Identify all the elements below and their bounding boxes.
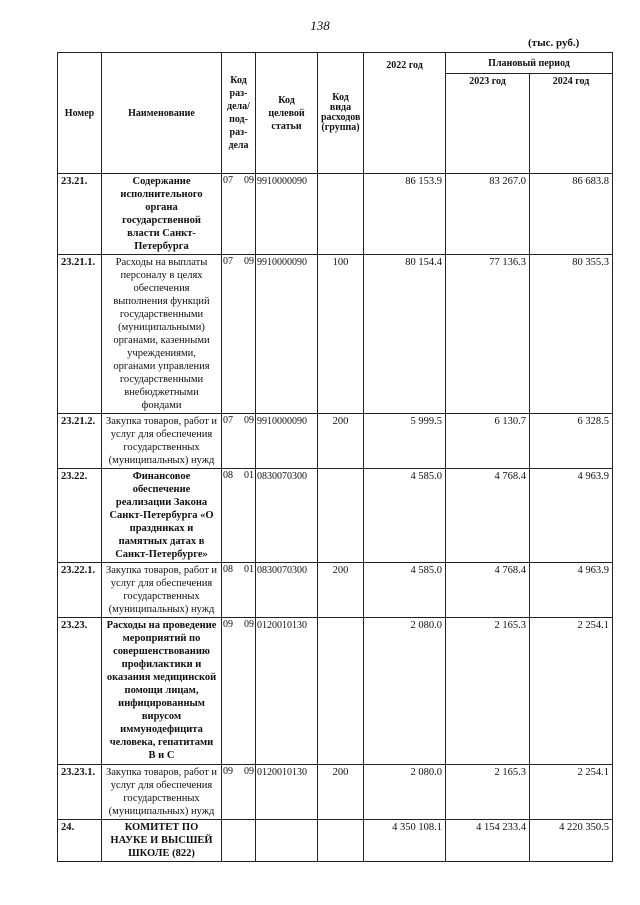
header-year-2024: 2024 год (530, 74, 613, 174)
row-amount-2024: 4 220 350.5 (530, 820, 613, 862)
row-target-code: 9910000090 (256, 414, 318, 469)
row-razdel: 07 (223, 175, 233, 186)
page-number: 138 (310, 18, 330, 33)
row-amount-2023: 4 768.4 (446, 563, 530, 618)
row-amount-2023: 2 165.3 (446, 765, 530, 820)
row-amount-2023: 77 136.3 (446, 255, 530, 414)
table-row (58, 469, 613, 563)
row-amount-2024: 80 355.3 (530, 255, 613, 414)
row-amount-2022: 4 585.0 (364, 469, 446, 563)
row-target-code: 9910000090 (256, 174, 318, 255)
row-razdel: 09 (223, 619, 233, 630)
row-amount-2024: 2 254.1 (530, 618, 613, 765)
row-expense-type (318, 174, 364, 255)
budget-table (57, 52, 613, 862)
row-name: Содержание исполнительного органа государственной власти Санкт-Петербурга (102, 174, 222, 255)
row-amount-2023: 4 768.4 (446, 469, 530, 563)
row-amount-2022: 4 585.0 (364, 563, 446, 618)
row-expense-type (318, 618, 364, 765)
row-amount-2022: 86 153.9 (364, 174, 446, 255)
row-amount-2022: 80 154.4 (364, 255, 446, 414)
row-razdel: 07 (223, 256, 233, 267)
row-amount-2024: 6 328.5 (530, 414, 613, 469)
row-razdel: 07 (223, 415, 233, 426)
row-name: Расходы на проведение мероприятий по совершенствованию профилактики и оказания медицинской помощи лицам, инфицированным вирусом иммунодефицита человека, гепатитами В и С (102, 618, 222, 765)
row-section-code (222, 255, 256, 414)
table-body (58, 174, 613, 862)
row-podrazdel: 01 (244, 564, 254, 575)
header-section: Код раз-дела/ под-раз-дела (222, 53, 256, 174)
row-amount-2024: 4 963.9 (530, 563, 613, 618)
row-name: Закупка товаров, работ и услуг для обеспечения государственных (муниципальных) нужд (102, 563, 222, 618)
row-number: 23.21.1. (58, 255, 102, 414)
row-expense-type: 200 (318, 563, 364, 618)
table-row (58, 414, 613, 469)
table-row (58, 174, 613, 255)
table-row (58, 820, 613, 862)
row-amount-2022: 4 350 108.1 (364, 820, 446, 862)
header-expense-type: Код вида расходов (группа) (318, 53, 364, 174)
row-section-code (222, 563, 256, 618)
header-year-2022: 2022 год (364, 53, 446, 174)
table-row (58, 765, 613, 820)
row-number: 23.22.1. (58, 563, 102, 618)
row-podrazdel: 09 (244, 766, 254, 777)
header-year-2023: 2023 год (446, 74, 530, 174)
row-amount-2024: 2 254.1 (530, 765, 613, 820)
row-target-code: 9910000090 (256, 255, 318, 414)
row-amount-2023: 2 165.3 (446, 618, 530, 765)
row-section-code (222, 618, 256, 765)
header-number: Номер (58, 53, 102, 174)
row-name: Закупка товаров, работ и услуг для обеспечения государственных (муниципальных) нужд (102, 765, 222, 820)
row-razdel: 08 (223, 564, 233, 575)
row-name: Финансовое обеспечение реализации Закона Санкт-Петербурга «О праздниках и памятных датах в Санкт-Петербурге» (102, 469, 222, 563)
row-expense-type: 200 (318, 765, 364, 820)
table-row (58, 618, 613, 765)
row-number: 23.21.2. (58, 414, 102, 469)
row-amount-2022: 5 999.5 (364, 414, 446, 469)
row-expense-type (318, 469, 364, 563)
row-amount-2022: 2 080.0 (364, 618, 446, 765)
header-name: Наименование (102, 53, 222, 174)
header-planning-period: Плановый период (446, 53, 613, 74)
row-target-code: 0120010130 (256, 765, 318, 820)
row-amount-2023: 6 130.7 (446, 414, 530, 469)
row-target-code: 0830070300 (256, 469, 318, 563)
table-row (58, 255, 613, 414)
row-podrazdel: 01 (244, 470, 254, 481)
row-podrazdel: 09 (244, 415, 254, 426)
row-number: 23.23. (58, 618, 102, 765)
row-section-code (222, 765, 256, 820)
row-podrazdel: 09 (244, 175, 254, 186)
row-amount-2022: 2 080.0 (364, 765, 446, 820)
row-name: Расходы на выплаты персоналу в целях обеспечения выполнения функций государственными (муниципальными) органами, казенными учреждениями, органами управления государственными внебюджетными фондами (102, 255, 222, 414)
row-target-code: 0830070300 (256, 563, 318, 618)
row-target-code (256, 820, 318, 862)
row-name: КОМИТЕТ ПО НАУКЕ И ВЫСШЕЙ ШКОЛЕ (822) (102, 820, 222, 862)
row-amount-2024: 86 683.8 (530, 174, 613, 255)
row-number: 23.23.1. (58, 765, 102, 820)
row-amount-2023: 4 154 233.4 (446, 820, 530, 862)
row-section-code (222, 174, 256, 255)
table-row (58, 563, 613, 618)
row-razdel: 09 (223, 766, 233, 777)
row-name: Закупка товаров, работ и услуг для обеспечения государственных (муниципальных) нужд (102, 414, 222, 469)
table-header (58, 53, 613, 174)
row-razdel: 08 (223, 470, 233, 481)
units-label: (тыс. руб.) (528, 37, 580, 49)
row-target-code: 0120010130 (256, 618, 318, 765)
row-podrazdel: 09 (244, 619, 254, 630)
row-expense-type: 100 (318, 255, 364, 414)
row-podrazdel: 09 (244, 256, 254, 267)
row-section-code (222, 414, 256, 469)
row-expense-type: 200 (318, 414, 364, 469)
row-amount-2023: 83 267.0 (446, 174, 530, 255)
row-number: 23.21. (58, 174, 102, 255)
row-number: 24. (58, 820, 102, 862)
row-amount-2024: 4 963.9 (530, 469, 613, 563)
header-target: Код целевой статьи (256, 53, 318, 174)
row-section-code (222, 469, 256, 563)
row-section-code (222, 820, 256, 862)
row-expense-type (318, 820, 364, 862)
row-number: 23.22. (58, 469, 102, 563)
